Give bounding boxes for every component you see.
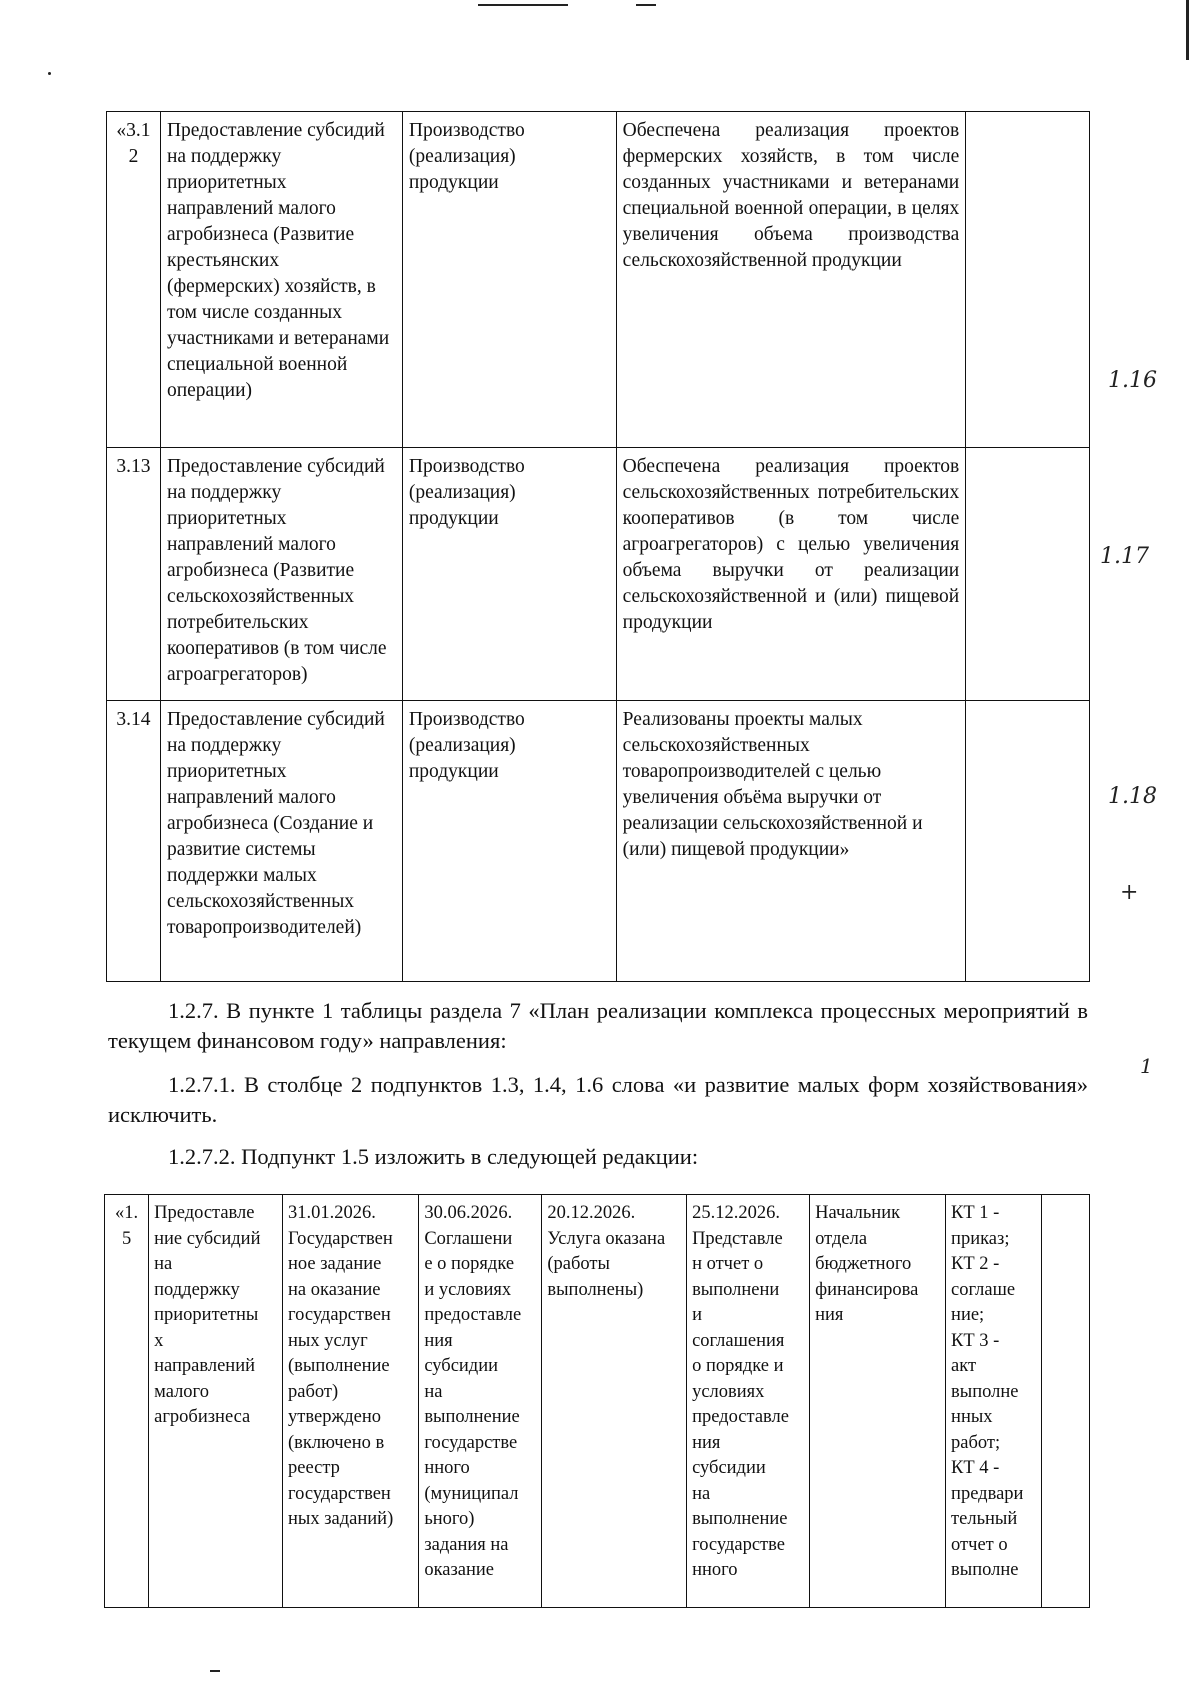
scan-dot: [48, 72, 51, 75]
extra-cell: [966, 701, 1090, 982]
extra-cell: [966, 112, 1090, 448]
margin-note-plus: +: [1120, 880, 1139, 905]
activity-type: Производство (реализация) продукции: [402, 701, 616, 982]
scan-line-top: [478, 4, 568, 6]
activity-type: Производство (реализация) продукции: [402, 448, 616, 701]
row-number: 3.13: [107, 448, 161, 701]
extra-cell: [966, 448, 1090, 701]
control-point-3: 20.12.2026. Услуга оказана (работы выполнены): [542, 1195, 687, 1608]
activities-table: [106, 111, 1090, 982]
responsible-person: Начальник отдела бюджетного финансирова ния: [810, 1195, 946, 1608]
scan-line-right: [1186, 0, 1189, 60]
table-row: [105, 1195, 1090, 1608]
scan-line-top-short: [636, 4, 656, 6]
activity-type: Производство (реализация) продукции: [402, 112, 616, 448]
margin-note-1-18: 1.18: [1108, 784, 1157, 809]
activity-result: Реализованы проекты малых сельскохозяйственных товаропроизводителей с целью увеличения объёма выручки от реализации сельскохозяйственной и (или) пищевой продукции»: [616, 701, 966, 982]
paragraph-1-2-7-1: 1.2.7.1. В столбце 2 подпунктов 1.3, 1.4, 1.6 слова «и развитие малых форм хозяйствования» исключить.: [108, 1072, 1088, 1127]
row-number: «3.1 2: [107, 112, 161, 448]
activity-name: Предоставле ние субсидий на поддержку приоритетны х направлений малого агробизнеса: [149, 1195, 283, 1608]
table-row: [107, 448, 1090, 701]
margin-note-1-16: 1.16: [1108, 368, 1157, 393]
extra-cell: [1041, 1195, 1089, 1608]
margin-note-1: 1: [1140, 1054, 1153, 1078]
row-number: «1. 5: [105, 1195, 149, 1608]
table-row: [107, 701, 1090, 982]
activity-name: Предоставление субсидий на поддержку приоритетных направлений малого агробизнеса (Развитие сельскохозяйственных потребительских кооперативов (в том числе агроагрегаторов): [160, 448, 402, 701]
control-point-2: 30.06.2026. Соглашени е о порядке и условиях предоставле ния субсидии на выполнение государстве нного (муниципал ьного) задания на оказание: [419, 1195, 542, 1608]
control-point-1: 31.01.2026. Государствен ное задание на оказание государствен ных услуг (выполнение работ) утверждено (включено в реестр государствен ных заданий): [283, 1195, 419, 1608]
confirming-documents: КТ 1 - приказ; КТ 2 - соглаше ние; КТ 3 - акт выполне нных работ; КТ 4 - предвари тельный отчет о выполне: [946, 1195, 1042, 1608]
activity-name: Предоставление субсидий на поддержку приоритетных направлений малого агробизнеса (Создание и развитие системы поддержки малых сельскохозяйственных товаропроизводителей): [160, 701, 402, 982]
activity-result: Обеспечена реализация проектов сельскохозяйственных потребительских кооперативов (в том числе агроагрегаторов) с целью увеличения объема выручки от реализации сельскохозяйственной и (или) пищевой продукции: [616, 448, 966, 701]
paragraph-1-2-7-2: 1.2.7.2. Подпункт 1.5 изложить в следующей редакции:: [168, 1144, 699, 1169]
table-row: [107, 112, 1090, 448]
paragraph-1-2-7: 1.2.7. В пункте 1 таблицы раздела 7 «План реализации комплекса процессных мероприятий в текущем финансовом году» направления:: [108, 998, 1088, 1053]
margin-note-1-17: 1.17: [1100, 544, 1149, 569]
activity-name: Предоставление субсидий на поддержку приоритетных направлений малого агробизнеса (Развитие крестьянских (фермерских) хозяйств, в том числе созданных участниками и ветеранами специальной военной операции): [160, 112, 402, 448]
row-number: 3.14: [107, 701, 161, 982]
activity-result: Обеспечена реализация проектов фермерских хозяйств, в том числе созданных участниками и ветеранами специальной военной операции, в целях увеличения объема производства сельскохозяйственной продукции: [616, 112, 966, 448]
control-point-4: 25.12.2026. Представле н отчет о выполнени и соглашения о порядке и условиях предоставле ния субсидии на выполнение государстве нного: [687, 1195, 810, 1608]
scan-dot-bottom: [210, 1670, 220, 1672]
plan-table: [104, 1194, 1090, 1608]
